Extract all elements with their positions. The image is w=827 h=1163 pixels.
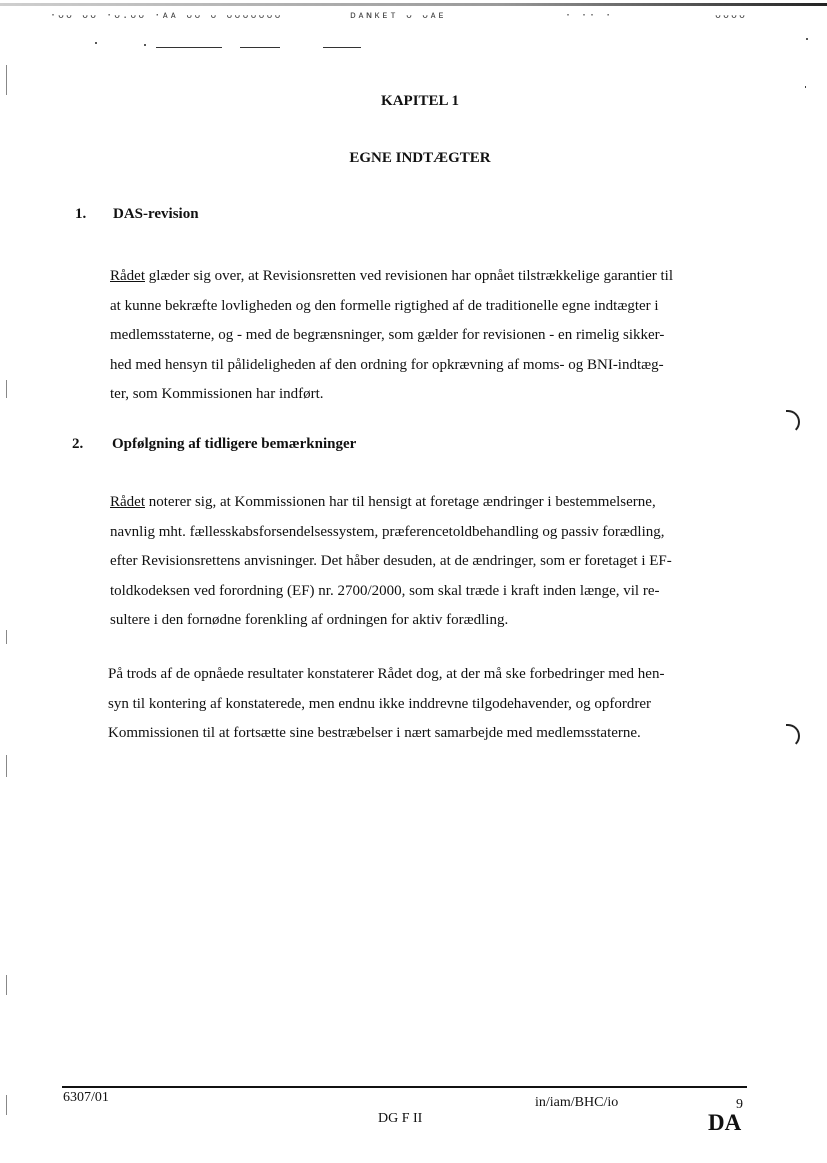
paragraph-line: efter Revisionsrettens anvisninger. Det håber desuden, at de ændringer, som er foretaget i EF- xyxy=(110,553,672,569)
margin-mark xyxy=(6,755,7,777)
language-code: DA xyxy=(708,1110,742,1135)
fax-rule xyxy=(240,47,280,48)
paragraph-line: toldkodeksen ved forordning (EF) nr. 2700/2000, som skal træde i kraft inden længe, vil re- xyxy=(110,582,660,599)
document-number: 6307/01 xyxy=(63,1090,109,1105)
fax-top-line xyxy=(0,3,827,6)
margin-mark xyxy=(6,975,7,995)
directorate: DG F II xyxy=(378,1111,423,1126)
fax-dot xyxy=(144,44,146,46)
paragraph-line: Kommissionen til at fortsætte sine bestræbelser i nært samarbejde med medlemsstaterne. xyxy=(108,725,641,741)
fax-header-left: ·ᴗᴗ ᴗᴗ ·ᴗ.ᴗᴗ ·ᴀᴀ ᴗᴗ ᴗ ᴗᴗᴗᴗᴗᴗᴗ xyxy=(50,10,283,21)
footer-rule xyxy=(62,1086,747,1088)
fax-header-right-center: · ·· · xyxy=(565,10,614,21)
heading-1-number: 1. xyxy=(75,206,87,222)
paragraph-line xyxy=(110,262,750,292)
paragraph-line: På trods af de opnåede resultater konstaterer Rådet dog, at der må ske forbedringer med hen- xyxy=(108,666,665,682)
paragraph-line: syn til kontering af konstaterede, men endnu ikke inddrevne tilgodehavender, og opfordrer xyxy=(108,695,651,712)
paragraph-line: medlemsstaterne, og - med de begrænsninger, som gælder for revisionen - en rimelig sikker- xyxy=(110,327,665,343)
page-number: 9 xyxy=(736,1097,743,1112)
paragraph-das-revision xyxy=(110,262,750,410)
margin-mark xyxy=(6,630,7,644)
margin-mark xyxy=(6,65,7,95)
paragraph-line: navnlig mht. fællesskabsforsendelsessystem, præferencetoldbehandling og passiv forædling, xyxy=(110,523,665,540)
underlined-subject: Rådet xyxy=(110,494,145,510)
margin-mark xyxy=(6,1095,7,1115)
fax-header xyxy=(50,10,780,24)
margin-mark xyxy=(6,380,7,398)
fax-rule xyxy=(323,47,361,48)
paragraph-line: ter, som Kommissionen har indført. xyxy=(110,386,324,402)
underlined-subject: Rådet xyxy=(110,268,145,284)
line-text: glæder sig over, at Revisionsretten ved revisionen har opnået tilstrækkelige garantier til xyxy=(145,268,674,284)
paragraph-line: hed med hensyn til pålideligheden af den ordning for opkrævning af moms- og BNI-indtæg- xyxy=(110,356,664,373)
heading-2-number: 2. xyxy=(72,436,84,452)
fax-header-middle: ᴅᴀɴᴋᴇᴛ ᴗ ᴗᴀᴇ xyxy=(350,10,447,21)
paragraph-line xyxy=(110,488,750,518)
fax-dot xyxy=(805,86,806,88)
reference-code: in/iam/BHC/io xyxy=(535,1095,619,1110)
paragraph-recommendation xyxy=(108,660,748,749)
line-text: noterer sig, at Kommissionen har til hensigt at foretage ændringer i bestemmelserne, xyxy=(145,494,656,510)
heading-2-text: Opfølgning af tidligere bemærkninger xyxy=(112,436,357,452)
paragraph-follow-up xyxy=(110,488,750,636)
fax-dot xyxy=(95,42,97,44)
binder-hole-mark xyxy=(786,410,800,434)
chapter-title: KAPITEL 1 xyxy=(381,93,459,109)
fax-rule xyxy=(156,47,222,48)
fax-header-right: ᴗᴗᴗᴗ xyxy=(715,10,748,21)
heading-1-text: DAS-revision xyxy=(113,206,199,222)
binder-hole-mark xyxy=(786,724,800,748)
paragraph-line: at kunne bekræfte lovligheden og den formelle rigtighed af de traditionelle egne indtægter i xyxy=(110,297,659,314)
section-title: EGNE INDTÆGTER xyxy=(349,150,491,166)
fax-dot xyxy=(806,38,808,40)
paragraph-line: sultere i den fornødne forenkling af ordningen for aktiv forædling. xyxy=(110,612,509,628)
